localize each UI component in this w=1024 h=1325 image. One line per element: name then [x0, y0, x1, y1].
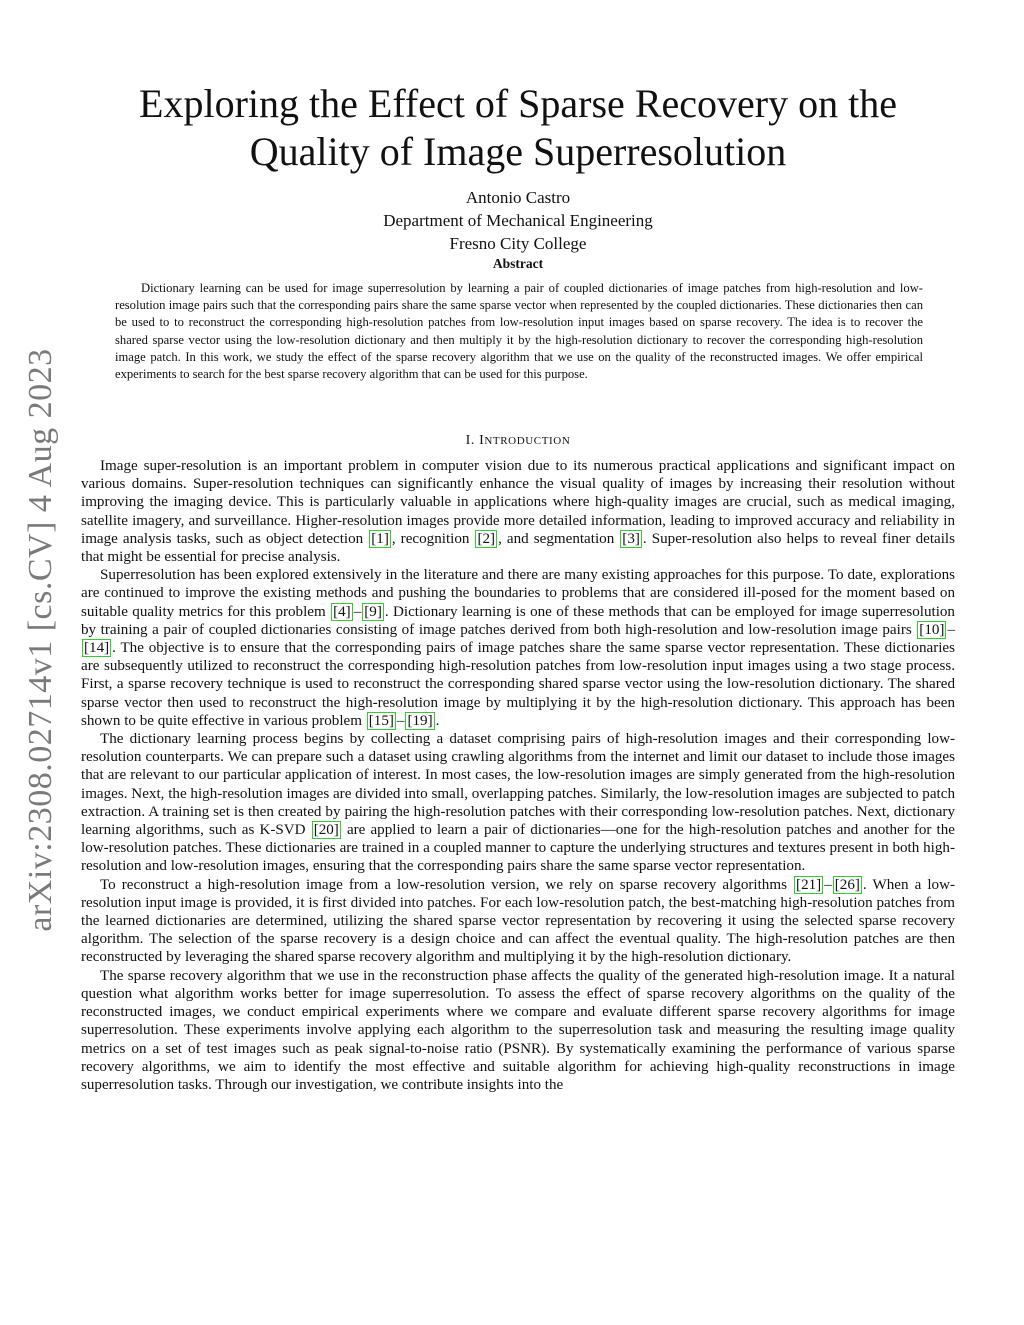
citation-link[interactable]: [21]	[796, 876, 822, 893]
title-line-2: Quality of Image Superresolution	[249, 129, 787, 174]
section-title-initial: I	[479, 433, 485, 448]
citation-link[interactable]: [2]	[477, 530, 496, 547]
citation-link[interactable]: [19]	[407, 712, 433, 729]
paragraph-text: . Super-resolution also helps to reveal finer details that might be essential for precise analysis.	[81, 530, 955, 566]
paragraph-text: . When a low-resolution input image is provided, it is first divided into patches. For each low-resolution patch, the best-matching high-resolution patches from the learned dictionaries are determined, utilizing the shared sparse vector representation by recovering it using the selected sparse recovery algorithm. The selection of the sparse recovery is a design choice and can affect the eventual quality. The high-resolution patches are then reconstructed by leveraging the shared sparse recovery algorithm and multiplying it by the high-resolution dictionary.	[81, 876, 956, 966]
paragraph-4	[81, 876, 955, 967]
author-name: Antonio Castro	[465, 188, 571, 207]
citation-range-dash: –	[353, 603, 362, 620]
author-institution: Fresno City College	[449, 234, 587, 253]
arxiv-identifier: arXiv:2308.02714v1 [cs.CV] 4 Aug 2023	[22, 348, 59, 932]
paper-title	[100, 80, 936, 176]
paragraph-text: .	[435, 712, 440, 729]
citation-link[interactable]: [10]	[919, 621, 945, 638]
section-numeral: I.	[465, 433, 475, 448]
abstract-heading: Abstract	[492, 256, 544, 271]
citation-range-dash: –	[824, 876, 832, 893]
paragraph-text: Image super-resolution is an important problem in computer vision due to its numerous practical applications and significant impact on various domains. Super-resolution techniques can significantly enhance the visual quality of images by increasing their resolution without improving the imaging device. This is particularly valuable in applications where high-quality images are crucial, such as medical imaging, satellite imagery, and surveillance. Higher-resolution images provide more detailed information, leading to improved accuracy and reliability in image analysis tasks, such as object detection	[81, 458, 955, 547]
citation-link[interactable]: [3]	[622, 530, 640, 547]
abstract-text: Dictionary learning can be used for image superresolution by learning a pair of coupled dictionaries of image patches from high-resolution and low-resolution image pairs such that the corresponding pairs share the same sparse vector when represented by the coupled dictionaries. These dictionaries then can be used to to reconstruct the corresponding high-resolution patches from low-resolution input images based on sparse recovery. The idea is to recover the shared sparse vector using the low-resolution dictionary and then multiply it by the high-resolution dictionary to recover the corresponding high-resolution image patch. In this work, we study the effect of the sparse recovery algorithm that we use on the quality of the reconstructed images. We offer empirical experiments to search for the best sparse recovery algorithm that can be used for this purpose.	[115, 281, 923, 382]
author-department: Department of Mechanical Engineering	[383, 211, 653, 230]
paragraph-1	[81, 457, 955, 566]
paragraph-text: Superresolution has been explored extensively in the literature and there are many existing approaches for this purpose. To date, explorations are continued to improve the existing methods and pushing the boundaries to problems that are considered ill-posed for the moment based on suitable quality metrics for this problem	[81, 567, 955, 620]
paragraph-text: . Dictionary learning is one of these methods that can be employed for image superresolution by training a pair of coupled dictionaries consisting of image patches derived from both high-resolution and low-resolution image pairs	[81, 603, 955, 638]
paragraph-5	[81, 967, 955, 1094]
paragraph-3	[81, 730, 955, 876]
paragraph-text: , recognition	[391, 530, 475, 547]
citation-link[interactable]: [9]	[364, 603, 382, 620]
citation-link[interactable]: [14]	[84, 640, 110, 657]
citation-link[interactable]: [4]	[333, 603, 351, 620]
citation-link[interactable]: [26]	[834, 876, 860, 893]
citation-link[interactable]: [1]	[371, 530, 389, 547]
citation-link[interactable]: [20]	[313, 822, 339, 839]
citation-link[interactable]: [15]	[368, 712, 394, 729]
section-heading-introduction	[100, 433, 936, 449]
paragraph-text: The sparse recovery algorithm that we use in the reconstruction phase affects the quality of the generated high-resolution image. It a natural question what algorithm works better for image superresolution. To assess the effect of sparse recovery algorithms on the quality of the reconstructed images, we conduct empirical experiments where we compare and evaluate different sparse recovery algorithms for image superresolution. These experiments involve applying each algorithm to the superresolution task and measuring the resulting image quality metrics on a set of test images such as peak signal-to-noise ratio (PSNR). By systematically examining the performance of various sparse recovery algorithms, we aim to identify the most effective and suitable algorithm for achieving high-quality reconstructions in image superresolution tasks. Through our investigation, we contribute insights into the	[81, 967, 955, 1093]
paragraph-text: are applied to learn a pair of dictionaries—one for the high-resolution patches and another for the low-resolution patches. These dictionaries are trained in a coupled manner to capture the underlying structures and textures present in both high-resolution and low-resolution images, ensuring that the corresponding pairs share the same sparse vector representation.	[81, 822, 955, 875]
citation-range-dash: –	[396, 712, 405, 729]
title-line-1: Exploring the Effect of Sparse Recovery on the	[139, 81, 897, 126]
paragraph-text: , and segmentation	[498, 530, 620, 547]
author-block	[100, 186, 936, 255]
paragraph-text: The dictionary learning process begins by collecting a dataset comprising pairs of high-resolution images and their corresponding low-resolution counterparts. We can prepare such a dataset using crawling algorithms from the internet and limit our dataset to include those images that are relevant to our particular application of interest. In most cases, the low-resolution images are simply generated from the high-resolution images. Next, the high-resolution images are divided into small, overlapping patches. Similarly, the low-resolution images are subjected to patch extraction. A training set is then created by pairing the high-resolution patches with their corresponding low-resolution patches. Next, dictionary learning algorithms, such as K-SVD	[81, 731, 955, 839]
paragraph-text: To reconstruct a high-resolution image from a low-resolution version, we rely on sparse recovery algorithms	[100, 876, 794, 893]
introduction-body	[81, 457, 955, 1094]
citation-range-dash: –	[947, 621, 955, 638]
paragraph-2	[81, 566, 955, 730]
section-title-rest: NTRODUCTION	[484, 435, 571, 447]
paragraph-text: . The objective is to ensure that the corresponding pairs of image patches share the same sparse vector representation. These dictionaries are subsequently utilized to reconstruct the corresponding high-resolution patches from low-resolution input images using a two stage process. First, a sparse recovery technique is used to reconstruct the corresponding shared sparse vector using the low-resolution dictionary. The shared sparse vector then used to reconstruct the high-resolution image by multiplying it by the high-resolution dictionary. This approach has been shown to be quite effective in various problem	[81, 640, 955, 729]
